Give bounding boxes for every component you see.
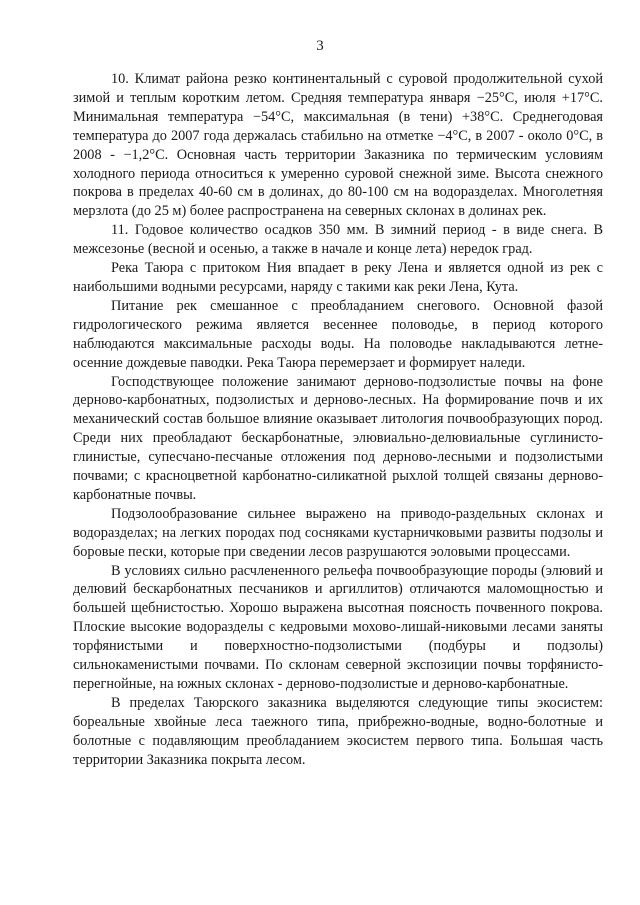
paragraph-relief: В условиях сильно расчлененного рельефа почвообразующие породы (элювий и делювий бескарбонатных песчаников и аргиллитов) отличаются маломощностью и большей щебнистостью. Хорошо выражена высотная поясность почвенного покрова. Плоские высокие водоразделы с кедровыми моховo-лишай-никовыми лесами заняты торфянистыми и поверхностно-подзолистыми (подбуры и подзолы) сильнокаменистыми почвами. По склонам северной экспозиции почвы торфянисто-перегнойные, на южных склонах - дерново-подзолистые и дерново-карбонатные. xyxy=(73,562,603,692)
paragraph-river: Река Таюра с притоком Ния впадает в реку Лена и является одной из рек с наибольшими водными ресурсами, наряду с такими как реки Лена, Кута. xyxy=(73,260,603,295)
paragraph-soils: Господствующее положение занимают дерново-подзолистые почвы на фоне дерново-карбонатных, подзолистых и дерново-лесных. На формирование почв и их механический состав большое влияние оказывает литология почвообразующих пород. Среди них преобладают бескарбонатные, элювиально-делювиальные суглинисто-глинистые, супесчано-песчаные отложения под дерново-лесными и подзолистыми почвами; с красноцветной карбонатно-силикатной рыхлой толщей связаны дерново-карбонатные почвы. xyxy=(73,373,603,503)
paragraph-river-feeding: Питание рек смешанное с преобладанием снегового. Основной фазой гидрологического режима является весеннее половодье, в период которого наблюдаются максимальные расходы воды. На половодье накладываются летне-осенние дождевые паводки. Река Таюра перемерзает и формирует наледи. xyxy=(73,297,603,371)
paragraph-climate: 10. Климат района резко континентальный с суровой продолжительной сухой зимой и теплым коротким летом. Средняя температура января −25°С, июля +17°С. Минимальная температура −54°С, максимальная (в тени) +38°С. Среднегодовая температура до 2007 года держалась стабильно на отметке −4°С, в 2007 - около 0°С, в 2008 - −1,2°С. Основная часть территории Заказника по термическим условиям холодного периода относиться к умеренно суровой снежной зиме. Высота снежного покрова в пределах 40-60 см в долинах, до 80-100 см на водоразделах. Многолетняя мерзлота (до 25 м) более распространена на северных склонах в долинах рек. xyxy=(73,71,603,220)
paragraph-ecosystems: В пределах Таюрского заказника выделяются следующие типы экосистем: бореальные хвойные леса таежного типа, прибрежно-водные, водно-болотные и болотные с подавляющим преобладанием экосистем первого типа. Большая часть территории Заказника покрыта лесом. xyxy=(73,694,603,768)
paragraph-podzolization: Подзолообразование сильнее выражено на приводо-раздельных склонах и водоразделах; на легких породах под сосняками кустарничковыми развиты подзолы и боровые пески, которые при сведении лесов разрушаются эоловыми процессами. xyxy=(73,505,603,560)
paragraph-precipitation: 11. Годовое количество осадков 350 мм. В зимний период - в виде снега. В межсезонье (весной и осенью, а также в начале и конце лета) нередок град. xyxy=(73,222,603,258)
page-number: 3 xyxy=(316,38,324,54)
document-body xyxy=(73,70,603,770)
